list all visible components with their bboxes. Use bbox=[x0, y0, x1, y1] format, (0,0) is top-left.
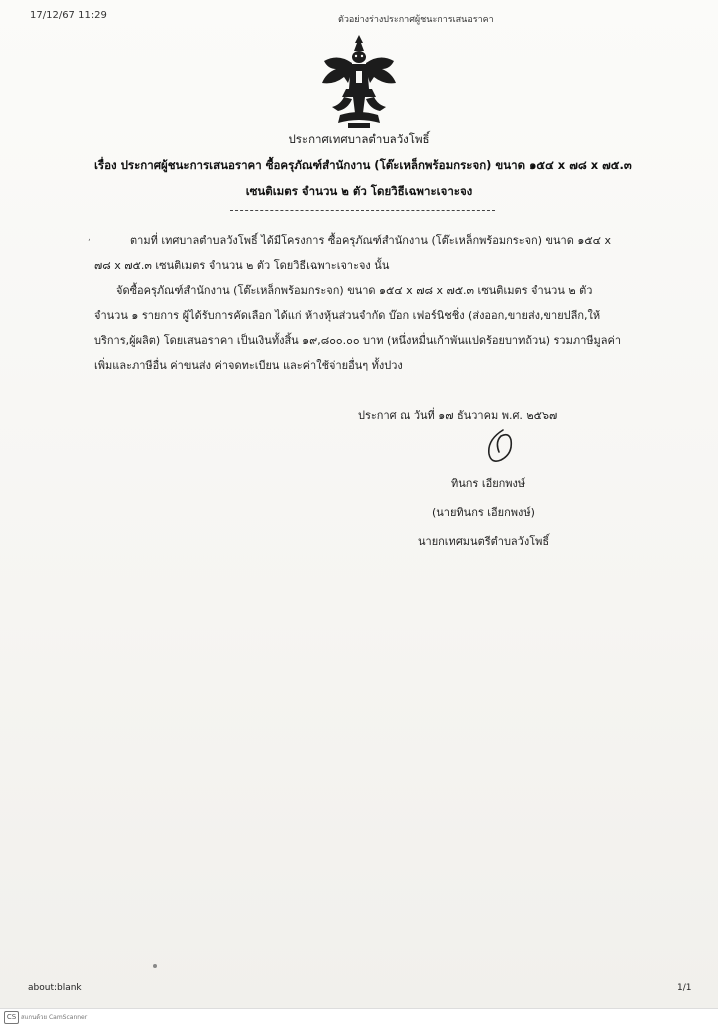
print-header-title: ตัวอย่างร่างประกาศผู้ชนะการเสนอราคา bbox=[338, 15, 494, 25]
document-agency-title: ประกาศเทศบาลตำบลวังโพธิ์ bbox=[288, 132, 430, 146]
margin-mark: , bbox=[88, 233, 91, 243]
body-line-6: เพิ่มและภาษีอื่น ค่าขนส่ง ค่าจดทะเบียน และค่าใช้จ่ายอื่นๆ ทั้งปวง bbox=[94, 359, 403, 372]
signer-position: นายกเทศมนตรีตำบลวังโพธิ์ bbox=[418, 535, 550, 548]
signature-icon bbox=[481, 426, 521, 466]
garuda-emblem-icon bbox=[318, 33, 400, 131]
scanner-footer-bar bbox=[0, 1008, 718, 1025]
body-line-4: จำนวน ๑ รายการ ผู้ได้รับการคัดเลือก ได้แก่ ห้างหุ้นส่วนจำกัด บ๊อก เฟอร์นิชชิ่ง (ส่งออก,ขายส่ง,ขายปลีก,ให้ bbox=[94, 309, 601, 322]
body-line-3: จัดซื้อครุภัณฑ์สำนักงาน (โต๊ะเหล็กพร้อมกระจก) ขนาด ๑๕๔ x ๗๘ x ๗๕.๓ เซนติเมตร จำนวน ๒ ตัว bbox=[116, 284, 593, 297]
body-line-5: บริการ,ผู้ผลิต) โดยเสนอราคา เป็นเงินทั้งสิ้น ๑๙,๘๐๐.๐๐ บาท (หนึ่งหมื่นเก้าพันแปดร้อยบาทถ้วน) รวมภาษีมูลค่า bbox=[94, 334, 622, 347]
body-line-1: ตามที่ เทศบาลตำบลวังโพธิ์ ได้มีโครงการ ซื้อครุภัณฑ์สำนักงาน (โต๊ะเหล็กพร้อมกระจก) ขนาด ๑๕๔ x bbox=[130, 234, 611, 247]
signer-full-name: (นายทินกร เอียกพงษ์) bbox=[432, 506, 535, 519]
scan-speck bbox=[153, 964, 157, 968]
body-line-2: ๗๘ x ๗๕.๓ เซนติเมตร จำนวน ๒ ตัว โดยวิธีเฉพาะเจาะจง นั้น bbox=[94, 259, 390, 272]
print-footer-page: 1/1 bbox=[677, 983, 692, 993]
print-timestamp: 17/12/67 11:29 bbox=[30, 10, 107, 21]
signer-name: ทินกร เอียกพงษ์ bbox=[451, 477, 526, 490]
print-footer-url: about:blank bbox=[28, 983, 82, 993]
section-divider bbox=[230, 210, 495, 211]
subject-line-1: เรื่อง ประกาศผู้ชนะการเสนอราคา ซื้อครุภัณฑ์สำนักงาน (โต๊ะเหล็กพร้อมกระจก) ขนาด ๑๕๔ x ๗๘ x ๗๕.๓ bbox=[94, 158, 632, 172]
camscanner-logo-icon: CS bbox=[4, 1011, 19, 1024]
camscanner-label: สแกนด้วย CamScanner bbox=[21, 1014, 88, 1021]
subject-line-2: เซนติเมตร จำนวน ๒ ตัว โดยวิธีเฉพาะเจาะจง bbox=[245, 184, 473, 198]
announce-date: ประกาศ ณ วันที่ ๑๗ ธันวาคม พ.ศ. ๒๕๖๗ bbox=[358, 409, 558, 422]
